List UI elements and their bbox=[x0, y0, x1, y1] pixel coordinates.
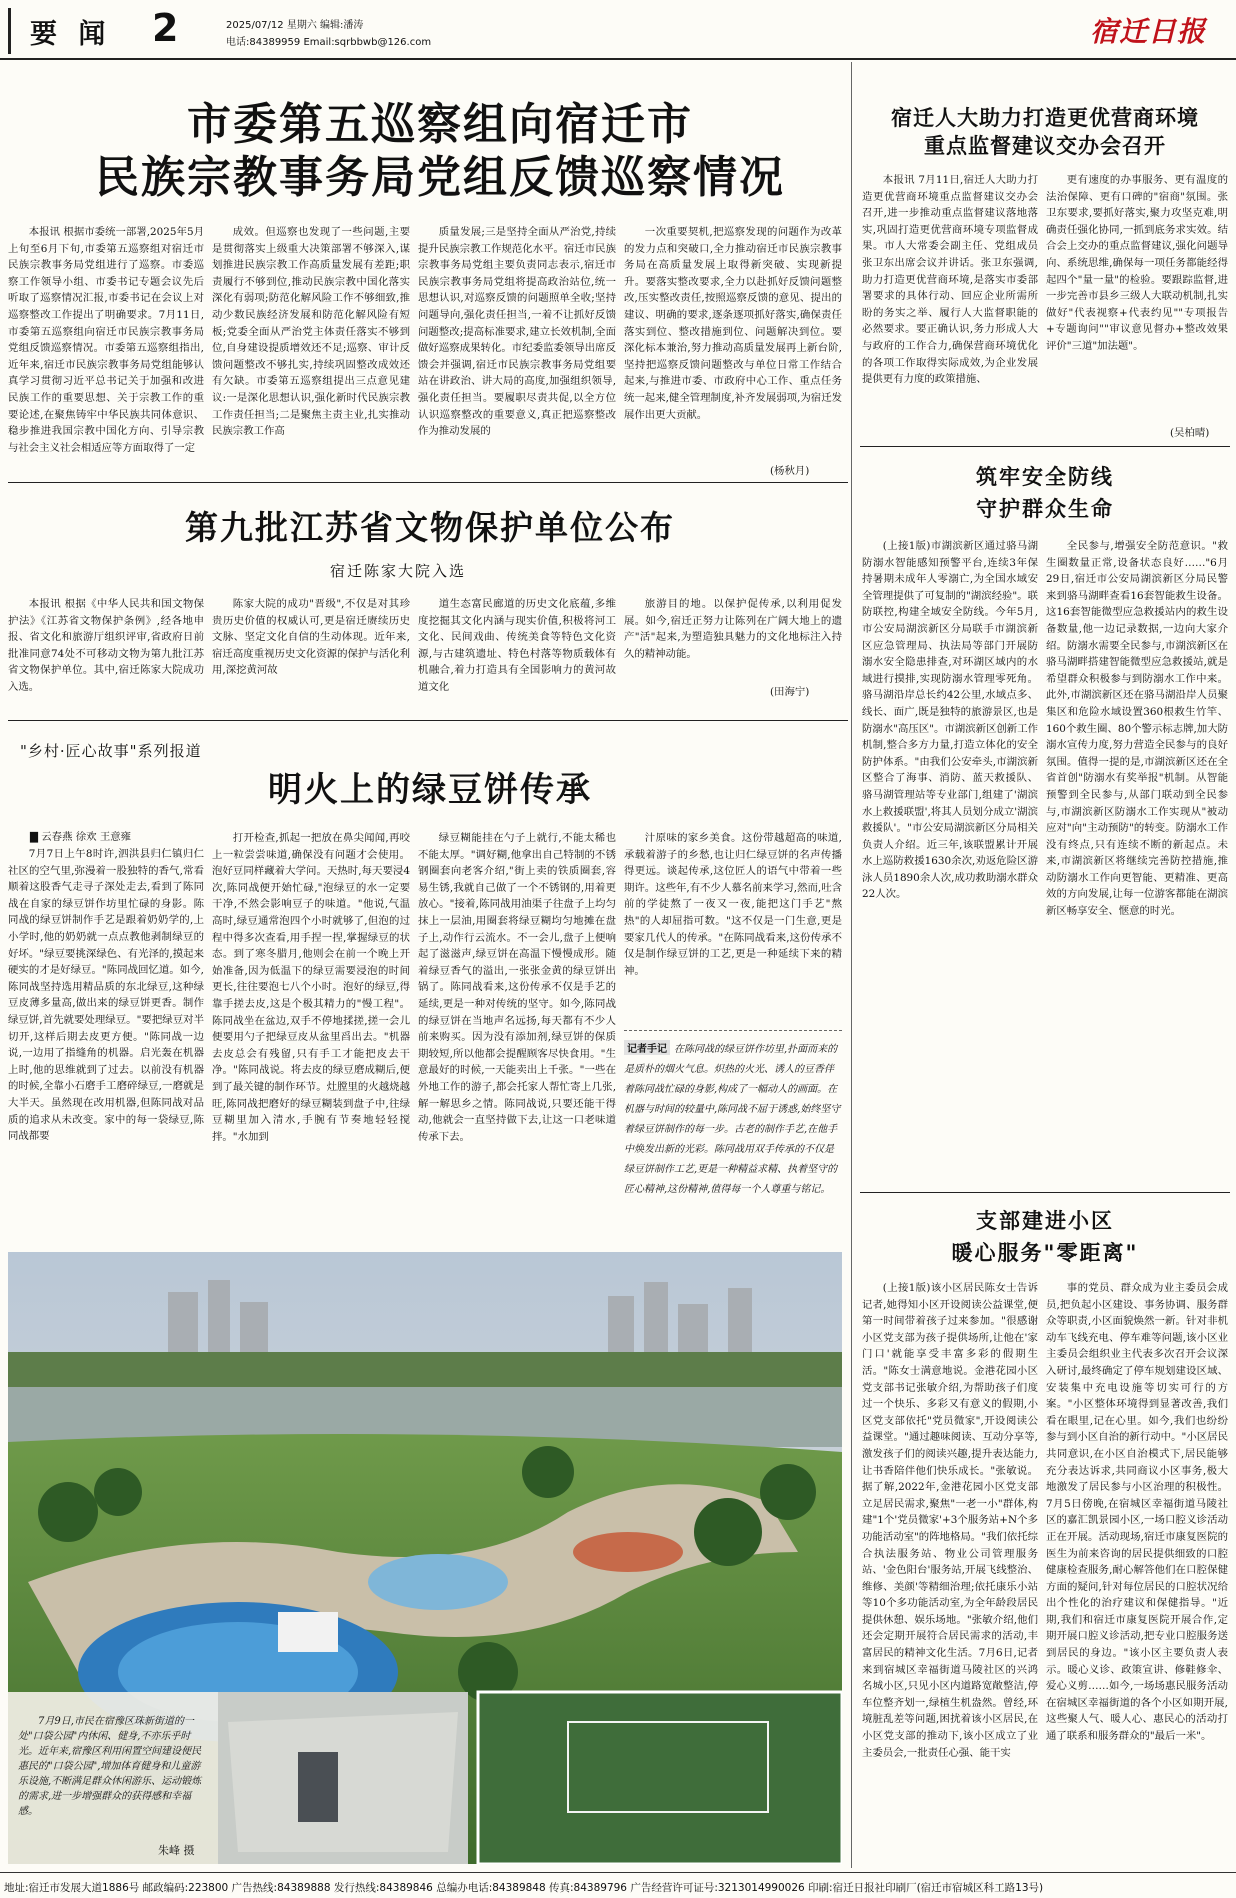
section-name: 要 闻 bbox=[30, 19, 112, 50]
r3-col1: (上接1版)该小区居民陈女士告诉记者,她得知小区开设阅读公益课堂,便第一时间带着孩子过来参加。"很感谢小区党支部为孩子提供场所,让他在'家门口'就能享受丰富多彩的假期生活。"陈女士满意地说。金港花园小区党支部书记张敏介绍,为帮助孩子们度过一个快乐、多彩又有意义的假期,小区党支部依托"党员微家",开设阅读公益课堂。"通过趣味阅读、互动分享等,激发孩子们的阅读兴趣,提升表达能力,让书香陪伴他们快乐成长。"张敏说。据了解,2022年,金港花园小区党支部立足居民需求,聚焦"一老一小"群体,构建"1个'党员微家'+3个服务站+N个多功能活动室"的阵地格局。"我们依托综合执法服务站、物业公司管理服务站、'金色阳台'服务站,开展飞线整治、维修、美颜'等精细治理;依托康乐小站等10个多功能活动室,为全年龄段居民提供休憩、娱乐场地。"张敏介绍,他们还会定期开展符合居民需求的活动,丰富居民的精神文化生活。7月6日,记者来到宿城区幸福街道马陵社区的兴鸿名城小区,只见小区内道路宽敞整洁,停车位整齐划一,绿植生机盎然。曾经,环境脏乱差等问题,困扰着该小区居民,在小区党支部的推动下,该小区成立了业主委员会,一批责任心强、能干实 bbox=[862, 1282, 1038, 1759]
r2-bottom-rule bbox=[860, 1192, 1230, 1193]
a2-bottom-rule bbox=[8, 720, 848, 721]
a3-col1: 7月7日上午8时许,泗洪县归仁镇归仁社区的空气里,弥漫着一股独特的香气,常看顺着这股香气走寻子深处走去,看到了陈同战在自家的绿豆饼作坊里忙碌的身影。陈同战的绿豆饼制作手艺是跟着奶奶学的,上小学时,他的奶奶就一点点教他剥制绿豆的好坏。"绿豆要挑深绿色、有光泽的,摸起来硬实的才是好绿豆。"陈同战回忆道。如今,陈同战坚持选用精品质的东北绿豆,这种绿豆皮薄多量高,做出来的绿豆饼更香。制作绿豆饼,首先就要处理绿豆。"要把绿豆对半切开,这样后期去皮更方便。"陈同战一边说,一边用了指缝角的机器。启光轰在机器上时,他的思维就到了过去。以前没有机器的时候,全靠小石磨手工磨碎绿豆,一磨就是大半天。虽然现在改用机器,但陈同战对品质的追求从未改变。家中的每一袋绿豆,陈同战都要 bbox=[8, 848, 204, 1143]
photo-credit: 朱峰 摄 bbox=[158, 1844, 195, 1857]
park-photo bbox=[8, 1252, 842, 1864]
a1-byline: (杨秋月) bbox=[770, 465, 810, 477]
a2-col2: 陈家大院的成功"晋级",不仅是对其珍贵历史价值的权威认可,更是宿迁赓续历史文脉、坚定文化自信的生动体现。近年来,宿迁高度重视历史文化资源的保护与活化利用,深挖黄河故 bbox=[212, 598, 410, 677]
r2-col1: (上接1版)市湖滨新区通过骆马湖防溺水智能感知预警平台,连续3年保持暑期未成年人零溺亡,为全国水域安全管理提供了可复制的"湖滨经验"。联防联控,构建全域安全防线。今年5月,市公安局湖滨新区分局联手市湖滨新区应急管理局、执法局等部门开展防溺水安全隐患排查,对环湖区域内的水域进行摸排,实现防溺水管理零死角。骆马湖沿岸总长约42公里,水域点多、线长、面广,既是独特的旅游景区,也是防溺水"高压区"。市湖滨新区创新工作机制,整合多方力量,打造立体化的安全防护体系。"由我们公安牵头,市湖滨新区整合了海事、消防、蓝天救援队、骆马湖管理站等专业部门,组建了'湖滨水上救援联盟',将其人员划分成立'湖滨救援队'。"市公安局湖滨新区分局相关负责人介绍。近三年,该联盟累计开展水上巡防救援1630余次,劝返危险区游泳人员1890余人次,成功救助溺水群众22人次。 bbox=[862, 540, 1038, 901]
r2-col2: 全民参与,增强安全防范意识。"救生圈数量正常,设备状态良好……"6月29日,宿迁市公安局湖滨新区分局民警来到骆马湖畔查看16套智能救生设备。这16套智能微型应急救援站内的救生设备数量,他一边记录数据,一边向大家介绍。防溺水需要全民参与,市湖滨新区在骆马湖畔搭建智能微型应急救援站,就是希望群众积极参与到防溺水工作中来。此外,市湖滨新区还在骆马湖沿岸人员聚集区和危险水域设置360根救生竹竿、160个救生圈、80个警示标志牌,加大防溺水宣传力度,努力营造全民参与的良好氛围。值得一提的是,市湖滨新区还在全省首创"防溺水有奖举报"机制。从智能预警到全民参与,从部门联动到全民参与,市湖滨新区防溺水工作实现从"被动应对"向"主动预防"的转变。防溺水工作没有终点,只有连续不断的新起点。未来,市湖滨新区将继续完善防控措施,推动防溺水工作向更智能、更精准、更高效的方向发展,让每一位游客都能在湖滨新区畅享安全、惬意的时光。 bbox=[1046, 540, 1228, 918]
header-divider bbox=[0, 58, 1236, 60]
a2-col3: 道生态富民廊道的历史文化底蕴,多维度挖掘其文化内涵与现实价值,积极将河工文化、民间戏曲、传统美食等特色文化资源,与古建筑遗址、特色村落等物质载体有机融合,着力打造具有全国影响力的黄河故道文化 bbox=[418, 598, 616, 693]
a2-byline: (田海宁) bbox=[770, 686, 810, 698]
a2-title: 第九批江苏省文物保护单位公布 bbox=[185, 508, 675, 547]
r3-col2: 事的党员、群众成为业主委员会成员,把负起小区建设、事务协调、服务群众等职责,小区面貌焕然一新。针对非机动车飞线充电、停车难等问题,该小区业主委员会组织业主代表多次召开会议深入研讨,最终确定了停车规划建设区域、安装集中充电设施等切实可行的方案。"小区整体环境得到显著改善,我们看在眼里,记在心里。如今,我们也纷纷参与到小区自治的新行动中。"小区居民共同意识,在小区自治模式下,居民能够充分表达诉求,共同商议小区事务,极大地激发了居民参与小区治理的积极性。7月5日傍晚,在宿城区幸福街道马陵社区的嘉汇凯景园小区,一场口腔义诊活动正在开展。活动现场,宿迁市康复医院的医生为前来咨询的居民提供细致的口腔健康检查服务,耐心解答他们在口腔保健方面的疑问,针对每位居民的口腔状况给出个性化的治疗建议和保健指导。"近期,我们和宿迁市康复医院开展合作,定期开展口腔义诊活动,把专业口腔服务送到居民的身边。"该小区主要负责人表示。暖心义诊、政策宣讲、修鞋修伞、爱心义剪……如今,一场场惠民服务活动在宿城区幸福街道的各个小区如期开展,这些聚人气、暖人心、惠民心的活动打通了联系和服务群众的"最后一米"。 bbox=[1046, 1282, 1228, 1743]
a1-col4: 一次重要契机,把巡察发现的问题作为改革的发力点和突破口,全力推动宿迁市民族宗教事务局在高质量发展上取得新突破、实现新提升。要落实整改要求,全力以赴抓好反馈问题整改,压实整改责任,按照巡察反馈的意见、提出的建议、明确的要求,逐条逐项抓好落实,确保责任落实到位、整改措施到位、问题解决到位。要深化标本兼治,努力推动高质量发展再上新台阶,坚持把巡察反馈问题整改与单位日常工作结合起来,与推进市委、市政府中心工作、重点任务统一起来,健全管理制度,补齐发展弱项,为宿迁发展作出更大贡献。 bbox=[624, 226, 842, 421]
a1-bottom-rule bbox=[8, 482, 848, 483]
a3-col2: 打开检查,抓起一把放在鼻尖闻闻,再咬上一粒尝尝味道,确保没有问题才会使用。泡好豆同样藏着大学问。天热时,每天要浸4次,陈同战便开始忙碌,"泡绿豆的水一定要干净,不然会影响豆子的味道。"他说,气温高时,绿豆通常泡四个小时就够了,但泡的过程中得多次查看,用手捏一捏,掌握绿豆的状态。到了寒冬腊月,他则会在前一个晚上开始准备,因为低温下的绿豆需要浸泡的时间更长,往往要泡七八个小时。泡好的绿豆,得靠手搓去皮,这是个极其精力的"慢工程"。陈同战坐在盆边,双手不停地揉搓,搓一会儿便要用勺子把绿豆皮从盆里舀出去。"机器去皮总会有残留,只有手工才能把皮去干净。"陈同战说。将去皮的绿豆磨成糊后,便到了最关键的制作环节。灶膛里的火越烧越旺,陈同战把磨好的绿豆糊装到盘子中,往绿豆糊里加入清水,手腕有节奏地轻轻搅拌。"水加到 bbox=[212, 832, 410, 1143]
a2-col1: 本报讯 根据《中华人民共和国文物保护法》《江苏省文物保护条例》,经各地申报、省文化和旅游厅组织评审,省政府日前批准同意74处不可移动文物为第九批江苏省文物保护单位。其中,宿迁陈家大院成功入选。 bbox=[8, 598, 204, 693]
a1-col1: 本报讯 根据市委统一部署,2025年5月上旬至6月下旬,市委第五巡察组对宿迁市民族宗教事务局党组进行了巡察。市委巡察工作领导小组、市委书记专题会议先后听取了巡察情况汇报,市委书记在会议上对巡察整改工作提出了明确要求。7月11日,市委第五巡察组向宿迁市民族宗教事务局党组反馈巡察情况。市委第五巡察组指出,近年来,宿迁市民族宗教事务局党组能够认真学习贯彻习近平总书记关于加强和改进民族工作的重要思想、关于宗教工作的重要论述,在聚焦铸牢中华民族共同体意识、稳步推进我国宗教中国化方向、引导宗教与社会主义社会相适应等方面取得了一定 bbox=[8, 226, 204, 454]
r1-byline: (吴柏晴) bbox=[1170, 427, 1210, 439]
page-number: 2 bbox=[152, 6, 179, 50]
a3-col3: 绿豆糊能挂在勺子上就行,不能太稀也不能太厚。"调好糊,他拿出自己特制的不锈钢圈套向老客介绍,"街上卖的铁质圈套,容易生锈,我就自己做了一个不锈钢的,用着更放心。"接着,陈同战用油渠子往盘子上均匀抹上一层油,用圈套将绿豆糊均匀地摊在盘子上,动作行云流水。不一会儿,盘子上便响起了滋滋声,绿豆饼在高温下慢慢成形。随着绿豆香气的溢出,一张张金黄的绿豆饼出锅了。陈同战看来,这份传承不仅是手艺的延续,更是一种对传统的坚守。如今,陈同战的绿豆饼在当地声名远扬,每天都有不少人前来购买。因为没有添加剂,绿豆饼的保质期较短,所以他都会提醒顾客尽快食用。"生意最好的时候,一天能卖出上千张。"一些在外地工作的游子,都会托家人帮忙寄上几张,解一解思乡之情。陈同战说,只要还能干得动,他就会一直坚持做下去,让这一口老味道传承下去。 bbox=[418, 832, 616, 1143]
page-footer: 地址:宿迁市发展大道1886号 邮政编码:223800 广告热线:84389888 发行热线:84389846 总编办电话:84389848 传真:84389796 广告经营许可证号:3213014990026 印刷:宿迁日报社印刷厂(宿迁市宿城区科工路13号) bbox=[0, 1872, 1236, 1898]
r2-title-line2: 守护群众生命 bbox=[976, 496, 1114, 521]
a1-title-line1: 市委第五巡察组向宿迁市 bbox=[187, 99, 693, 150]
masthead-logo: 宿迁日报 bbox=[1090, 15, 1207, 48]
a3-kicker: "乡村·匠心故事"系列报道 bbox=[20, 742, 202, 760]
page-header bbox=[0, 0, 1236, 58]
a3-note-label: 记者手记 bbox=[624, 1040, 670, 1055]
a1-col2: 成效。但巡察也发现了一些问题,主要是贯彻落实上级重大决策部署不够深入,谋划推进民族宗教工作高质量发展有差距;职责履行不够到位,推动民族宗教中国化落实深化有弱项;防范化解风险工作不够细致,推动少数民族经济发展和防范化解风险有短板;党委全面从严治党主体责任落实不够到位,自身建设提质增效还不足;巡察、审计反馈问题整改不够扎实,持续巩固整改成效还有欠缺。市委第五巡察组提出三点意见建议:一是深化思想认识,强化新时代民族宗教工作责任担当;二是聚焦主责主业,扎实推动民族宗教工作高 bbox=[212, 226, 410, 438]
r1-col1: 本报讯 7月11日,宿迁人大助力打造更优营商环境重点监督建议交办会召开,进一步推动重点监督建议落地落实,巩固打造更优营商环境专项监督成果。市人大常委会副主任、党组成员张卫东出席会议并讲话。张卫东强调,助力打造更优营商环境,是落实市委部署要求的具体行动、回应企业所需所盼的务实之举、履行人大监督职能的必然要求。要正确认识,务力形成人大与政府的工作合力,确保营商环境优化的各项工作取得实际成效,为企业发展提供更有力度的政策措施、 bbox=[862, 174, 1038, 386]
r1-col2: 更有速度的办事服务、更有温度的法治保障、更有口碑的"宿商"氛围。张卫东要求,要抓好落实,聚力攻坚克难,明确责任强化协同,一抓到底务求实效。结合会上交办的重点监督建议,强化问题导向、系统思维,确保每一项任务都能经得起四个"量一量"的检验。要跟踪监督,进一步完善市县乡三级人大联动机制,扎实做好"代表视察+代表约见""专项报告+专题询问""审议意见督办+整改效果评价"三道"加法题"。 bbox=[1046, 174, 1228, 352]
header-date: 2025/07/12 星期六 编辑:潘涛 bbox=[226, 20, 364, 31]
r1-title-line2: 重点监督建议交办会召开 bbox=[924, 133, 1166, 158]
a1-title-line2: 民族宗教事务局党组反馈巡察情况 bbox=[95, 152, 785, 203]
a2-col4: 旅游目的地。以保护促传承,以利用促发展。如今,宿迁正努力让陈列在广阔大地上的遗产"活"起来,为塑造独具魅力的文化地标注入持久的精神动能。 bbox=[624, 598, 842, 660]
a3-byline: ▇ 云春燕 徐欢 王意雍 bbox=[30, 831, 132, 843]
r1-bottom-rule bbox=[860, 446, 1230, 447]
r2-title-line1: 筑牢安全防线 bbox=[976, 464, 1114, 489]
photo-caption: 7月9日,市民在宿豫区珠新街道的一处"口袋公园"内休闲、健身,不亦乐乎时光。近年来,宿豫区利用闲置空间建设便民惠民的"口袋公园",增加体育健身和儿童游乐设施,不断满足群众休闲游乐、运动锻炼的需求,进一步增强群众的获得感和幸福感。 bbox=[18, 1716, 202, 1817]
r3-title-line1: 支部建进小区 bbox=[976, 1208, 1114, 1233]
right-column-divider bbox=[851, 62, 852, 1868]
a3-title: 明火上的绿豆饼传承 bbox=[268, 770, 592, 810]
a3-note-box bbox=[624, 1030, 842, 1244]
a3-note-text: 在陈同战的绿豆饼作坊里,扑面而来的是质朴的烟火气息。炽热的火光、诱人的豆香伴着陈同战忙碌的身影,构成了一幅动人的画面。在机器与时间的较量中,陈同战不屈于诱惑,始终坚守着绿豆饼制作的每一步。古老的制作手艺,在他手中焕发出新的光彩。陈同战用双手传承的不仅是绿豆饼制作工艺,更是一种精益求精、执着坚守的匠心精神,这份精神,值得每一个人尊重与铭记。 bbox=[624, 1044, 841, 1195]
a2-subtitle: 宿迁陈家大院入选 bbox=[330, 562, 467, 580]
header-left-rule bbox=[8, 8, 11, 54]
r1-title-line1: 宿迁人大助力打造更优营商环境 bbox=[891, 105, 1199, 130]
header-contact: 电话:84389959 Email:sqrbbwb@126.com bbox=[226, 37, 432, 48]
a1-col3: 质量发展;三是坚持全面从严治党,持续提升民族宗教工作规范化水平。宿迁市民族宗教事务局党组主要负责同志表示,宿迁市民族宗教事务局党组将提高政治站位,统一思想认识,对巡察反馈的问题照单全收;坚持问题导向,强化责任担当,一着不让抓好反馈问题整改;提高标准要求,建立长效机制,全面做好巡察成果转化。市纪委监委领导出席反馈会并强调,宿迁市民族宗教事务局党组要站在讲政治、讲大局的高度,加强组织领导,强化责任担当。要履职尽责共促,以全方位认识巡察整改的重要意义,真正把巡察整改作为推动发展的 bbox=[418, 226, 616, 438]
a3-col4: 汁原味的家乡美食。这份带越超高的味道,承载着游子的乡愁,也让归仁绿豆饼的名声传播得更远。谈起传承,这位匠人的语气中带着一些期许。这些年,有不少人慕名前来学习,然而,吐含前的学徒熬了一夜又一夜,能把这门手艺"熬热"的人却屈指可数。"这不仅是一门生意,更是要家几代人的传承。"在陈同战看来,这份传承不仅是制作绿豆饼的工艺,更是一种延续下来的精神。 bbox=[624, 832, 842, 977]
r3-title-line2: 暖心服务"零距离" bbox=[951, 1240, 1139, 1265]
